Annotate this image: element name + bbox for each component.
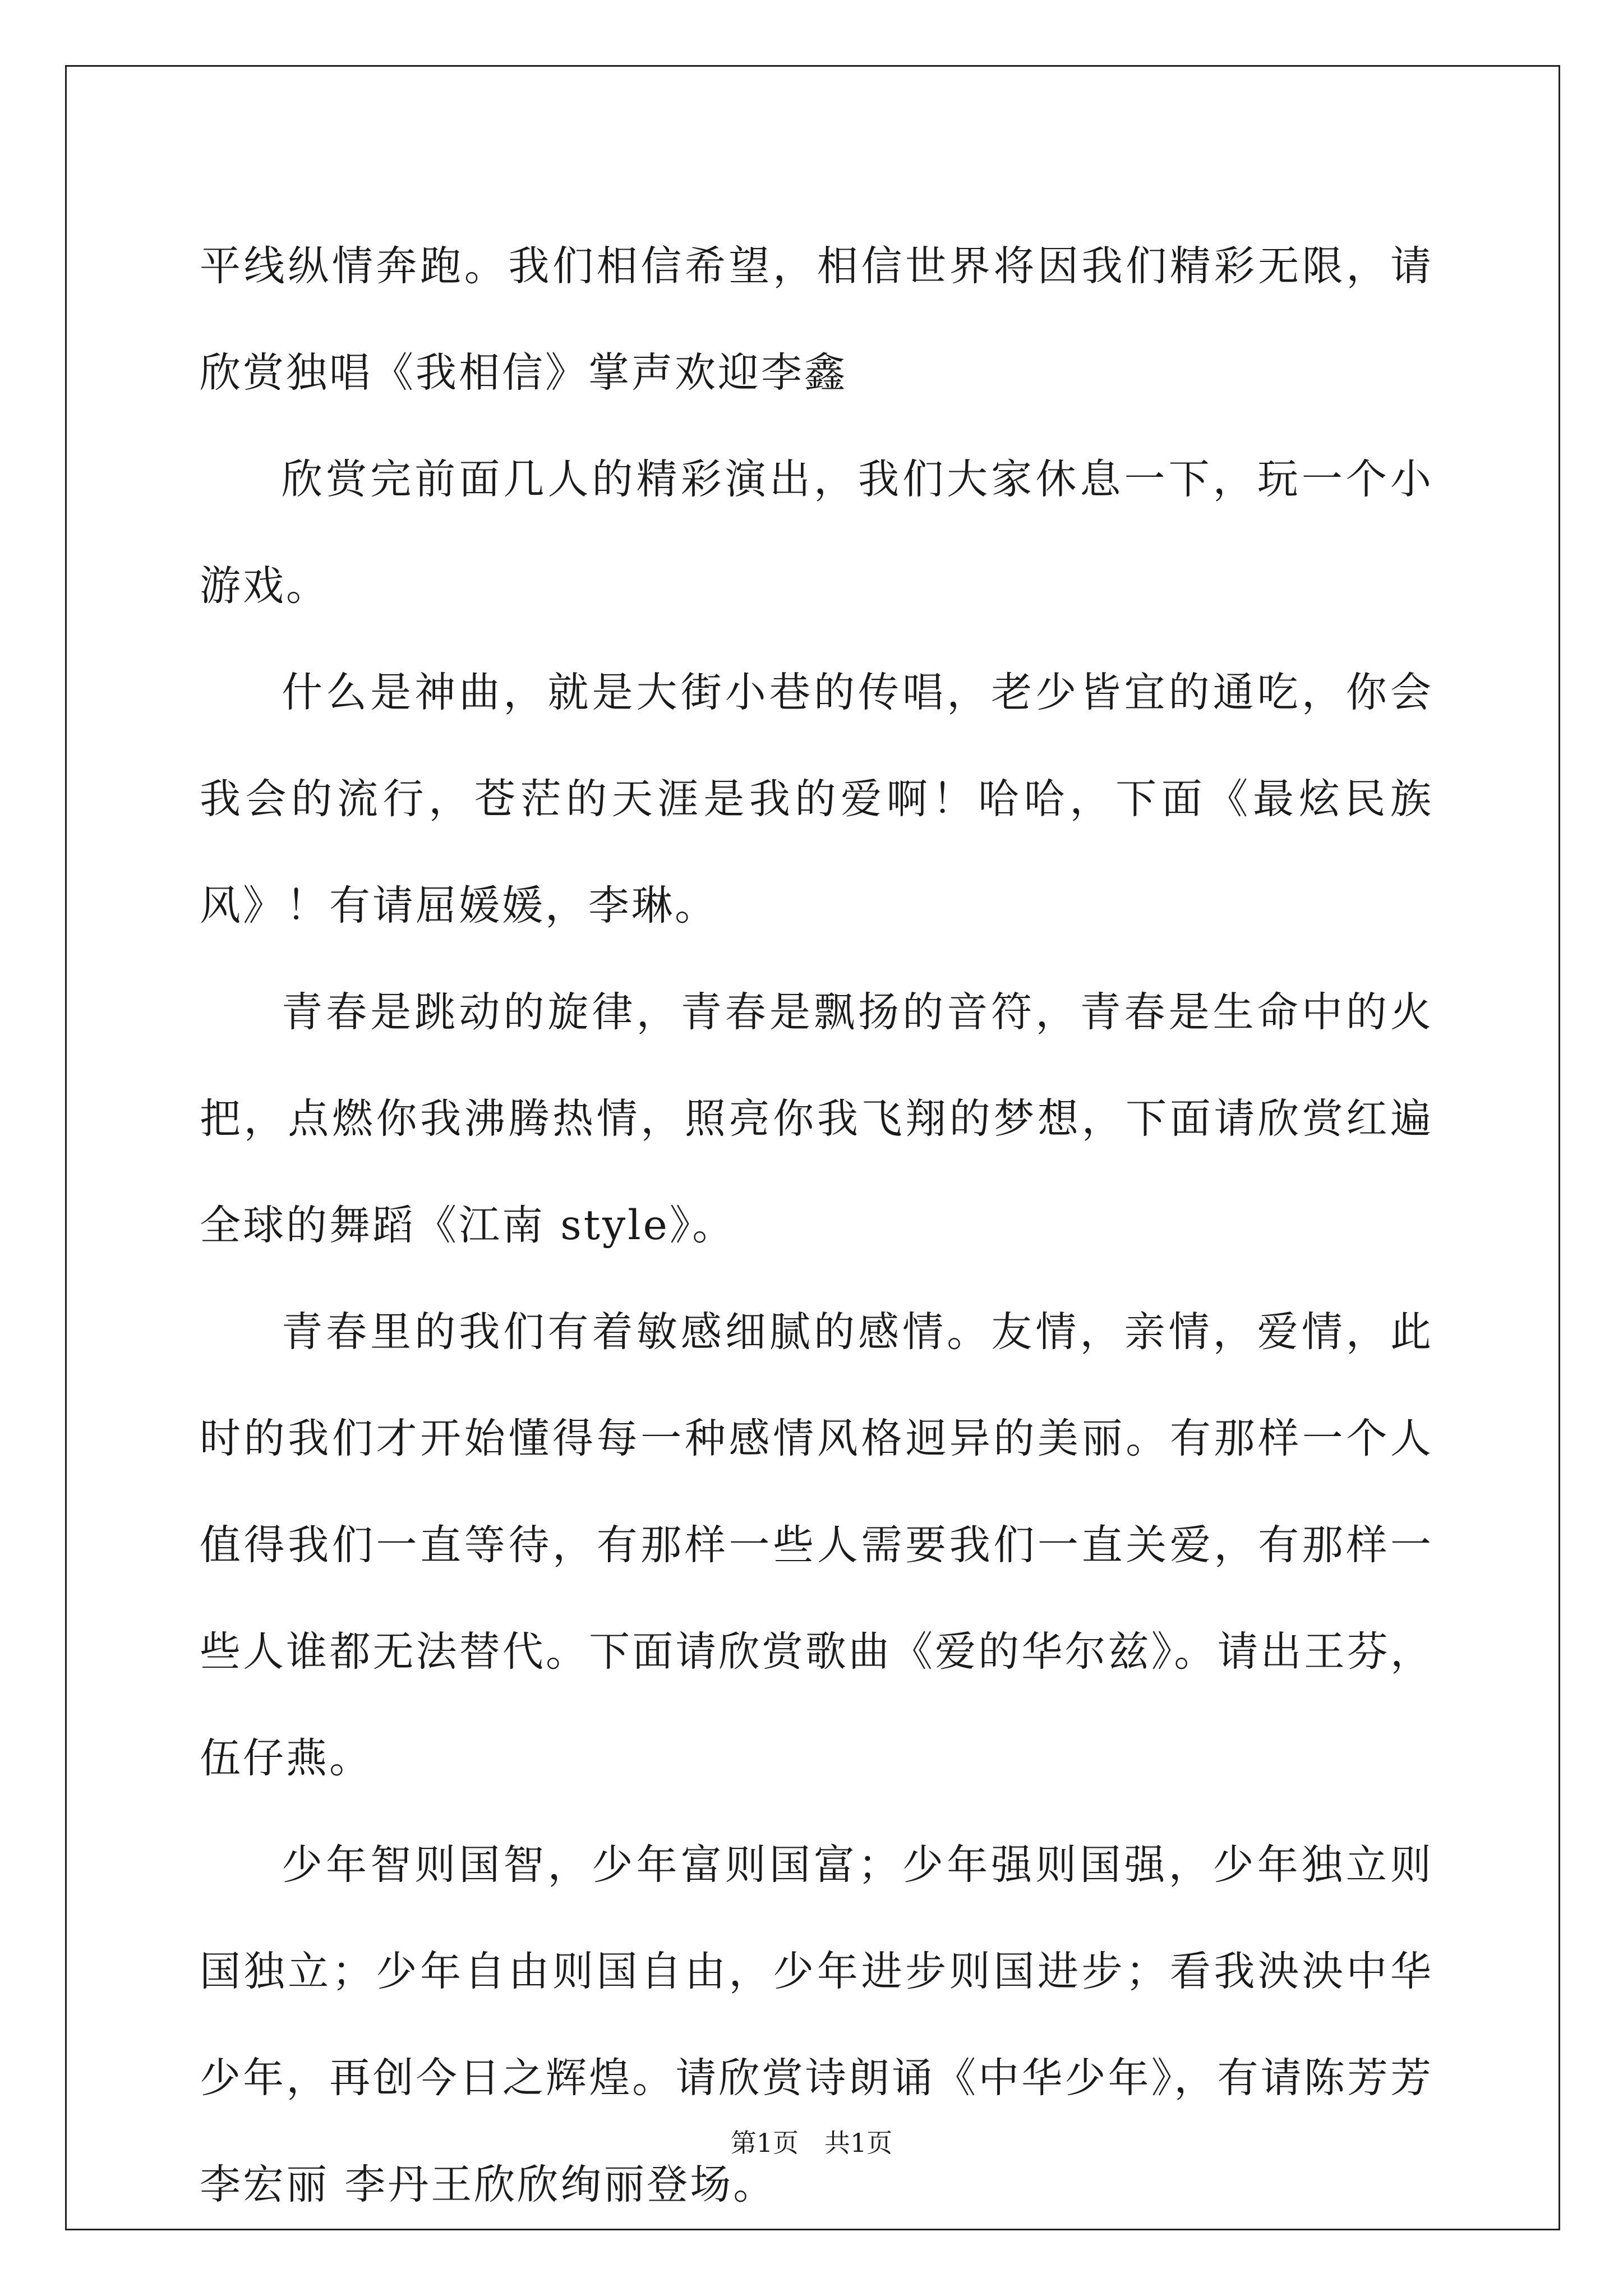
page-number-footer: 第1页 共1页: [730, 2128, 893, 2158]
document-body: [200, 213, 1433, 2238]
paragraph-2: 欣赏完前面几人的精彩演出，我们大家休息一下，玩一个小游戏。: [200, 455, 1433, 610]
paragraph-6: 少年智则国智，少年富则国富；少年强则国强，少年独立则国独立；少年自由则国自由，少年进步则国进步；看我泱泱中华少年，再创今日之辉煌。请欣赏诗朗诵《中华少年》，有请陈芳芳 李宏丽 李丹王欣欣绚丽登场。: [200, 1841, 1433, 2208]
paragraph-5: 青春里的我们有着敏感细腻的感情。友情，亲情，爱情，此时的我们才开始懂得每一种感情风格迥异的美丽。有那样一个人值得我们一直等待，有那样一些人需要我们一直关爱，有那样一些人谁都无法替代。下面请欣赏歌曲《爱的华尔兹》。请出王芬，伍仔燕。: [200, 1308, 1433, 1782]
paragraph-3: 什么是神曲，就是大街小巷的传唱，老少皆宜的通吃，你会我会的流行，苍茫的天涯是我的爱啊！哈哈，下面《最炫民族风》！有请屈媛媛，李琳。: [200, 669, 1433, 930]
paragraph-1: 平线纵情奔跑。我们相信希望，相信世界将因我们精彩无限，请欣赏独唱《我相信》掌声欢迎李鑫: [200, 242, 1433, 397]
paragraph-4: 青春是跳动的旋律，青春是飘扬的音符，青春是生命中的火把，点燃你我沸腾热情，照亮你我飞翔的梦想，下面请欣赏红遍全球的舞蹈《江南 style》。: [200, 988, 1433, 1249]
